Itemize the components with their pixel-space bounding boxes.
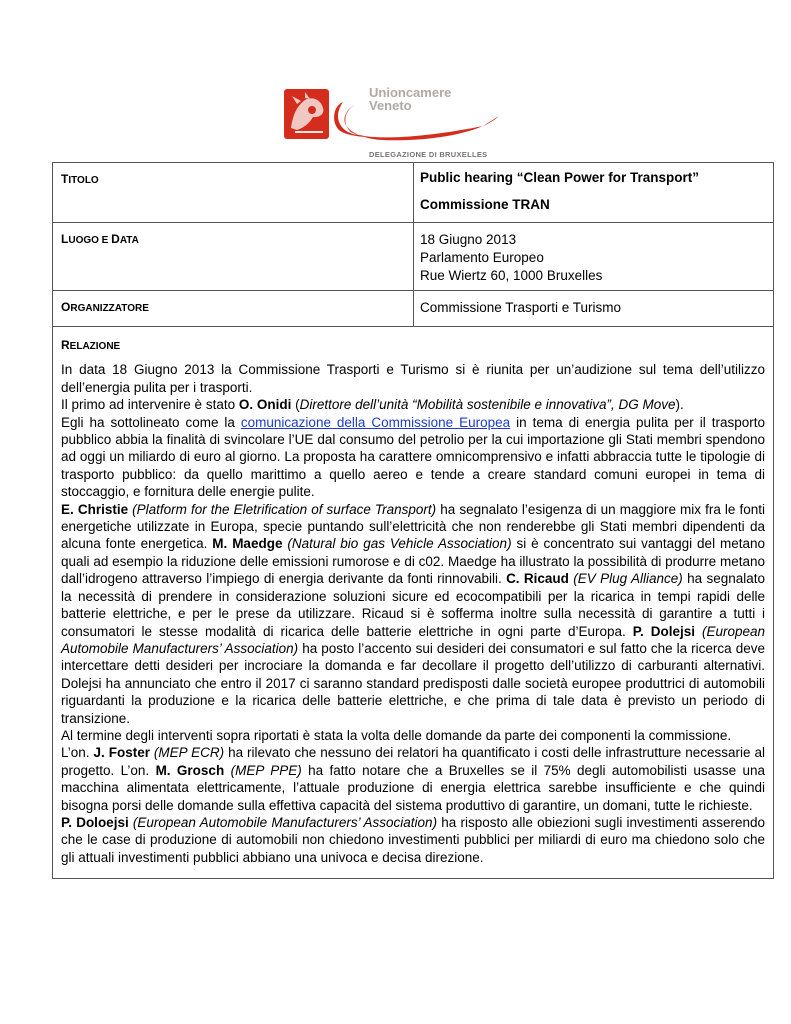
delegation-label: DELEGAZIONE DI BRUXELLES <box>369 150 488 159</box>
row-luogo-data <box>53 223 774 291</box>
speaker-grosch: M. Grosch <box>155 762 225 778</box>
speaker-ricaud: C. Ricaud <box>506 571 569 587</box>
paragraph-questions: Al termine degli interventi sopra riportati è stata la volta delle domande da parte dei componenti la commissione. <box>61 727 732 743</box>
label-organizzatore: ORGANIZZATORE <box>53 291 414 327</box>
value-titolo <box>414 163 774 223</box>
paragraph-onidi: Il primo ad intervenire è stato O. Onidi (Direttore dell’unità “Mobilità sostenibile e innovativa”, DG Move). <box>61 397 684 413</box>
speaker-onidi: O. Onidi <box>238 397 292 413</box>
place-text: Parlamento Europeo <box>420 250 544 265</box>
paragraph-reply: P. Doloejsi (European Automobile Manufacturers’ Association) ha risposto alle obiezioni sugli investimenti asserendo che le case di produzione di automobili non chiedono investimenti pubblici per miliardi di euro ma chiedono solo che gli attuali investimenti pubblici abbiano una univoca e decisa direzione. <box>61 814 765 865</box>
speaker-christie: E. Christie <box>61 501 129 517</box>
value-luogo-data <box>414 223 774 291</box>
title-line2: Commissione TRAN <box>420 197 550 212</box>
paragraph-meps: L’on. J. Foster (MEP ECR) ha rilevato che nessuno dei relatori ha quantificato i costi delle infrastrutture necessarie al progetto. L’on. M. Grosch (MEP PPE) ha fatto notare che a Bruxelles se il 75% degli automobilisti usasse una macchina alimentata elettricamente, l’attuale produzione di energia elettrica sarebbe insufficiente e che quindi bisogna porsi delle domande sulla effettiva capacità del sistema produttivo di garantire, un domani, tutte le richieste. <box>61 745 765 813</box>
row-titolo <box>53 163 774 223</box>
speaker-dolejsi: P. Dolejsi <box>632 623 695 639</box>
speaker-foster: J. Foster <box>93 745 150 761</box>
row-organizzatore <box>53 291 774 327</box>
paragraph-communication: Egli ha sottolineato come la comunicazione della Commissione Europea in tema di energia pulita per il trasporto pubblico abbia la finalità di svincolare l’UE dal consumo del petrolio per la cui importazione gli Stati membri spendono ad oggi un miliardo di euro al giorno. La proposta ha carattere omnicomprensivo e infatti abbraccia tutte le tipologie di trasporto pubblico: da quello marittimo a quello aereo e tende a creare standard comuni europei in tema di stoccaggio, e fornitura delle energie pulite. <box>61 414 765 500</box>
label-titolo: TITOLO <box>53 163 414 223</box>
speaker-doloejsi: P. Doloejsi <box>61 814 129 830</box>
label-luogo-data: LUOGO E DATA <box>53 223 414 291</box>
value-organizzatore: Commissione Trasporti e Turismo <box>414 291 774 327</box>
date-text: 18 Giugno 2013 <box>420 232 517 247</box>
paragraph-intro: In data 18 Giugno 2013 la Commissione Trasporti e Turismo si è riunita per un’audizione sul tema dell’utilizzo dell’energia pulita per i trasporti. <box>61 362 765 395</box>
relazione-section <box>53 327 774 879</box>
address-text: Rue Wiertz 60, 1000 Bruxelles <box>420 268 603 283</box>
title-line1: Public hearing “Clean Power for Transport” <box>420 170 700 185</box>
report-table <box>52 162 774 879</box>
brand-name-line2: Veneto <box>369 98 412 113</box>
paragraph-speakers: E. Christie (Platform for the Eletrification of surface Transport) ha segnalato l’esigenza di un maggiore mix fra le fonti energetiche utilizzate in Europa, specie puntando sull’elettricità che non renderebbe gli Stati membri dipendenti da alcuna fonte energetica. M. Maedge (Natural bio gas Vehicle Association) si è concentrato sui vantaggi del metano quali ad esempio la riduzione delle emissioni rumorose e di c02. Maedge ha illustrato la possibilità di produrre metano dall’idrogeno attraverso l’impiego di energia derivante da fonti rinnovabili. C. Ricaud (EV Plug Alliance) ha segnalato la necessità di prendere in considerazione soluzioni sicure ed ecocompatibili per la ricarica in tempi rapidi delle batterie elettriche, e per le prese da utilizzare. Ricaud si è sofferma inoltre sulla necessità di garantire a tutti i consumatori le stesse modalità di ricarica delle batterie elettriche in ogni parte d’Europa. P. Dolejsi (European Automobile Manufacturers’ Association) ha posto l’accento sui desideri dei consumatori e sul fatto che la ricerca deve intercettare detti desideri per incrociare la domanda e far decollare il progetto dell’utilizzo di carburanti alternativi. Dolejsi ha annunciato che entro il 2017 ci saranno standard predisposti dalle società europee produttrici di automobili riguardanti la produzione e la ricarica delle batterie elettriche, e che prima di tale data è previsto un periodo di transizione. <box>61 501 766 726</box>
commission-communication-link[interactable]: comunicazione della Commissione Europea <box>240 414 511 430</box>
unioncamere-logo <box>283 84 523 162</box>
brand-name-line1: Unioncamere <box>369 85 452 100</box>
speaker-maedge: M. Maedge <box>212 536 283 552</box>
relazione-label: RELAZIONE <box>61 338 121 352</box>
row-relazione <box>53 327 774 879</box>
